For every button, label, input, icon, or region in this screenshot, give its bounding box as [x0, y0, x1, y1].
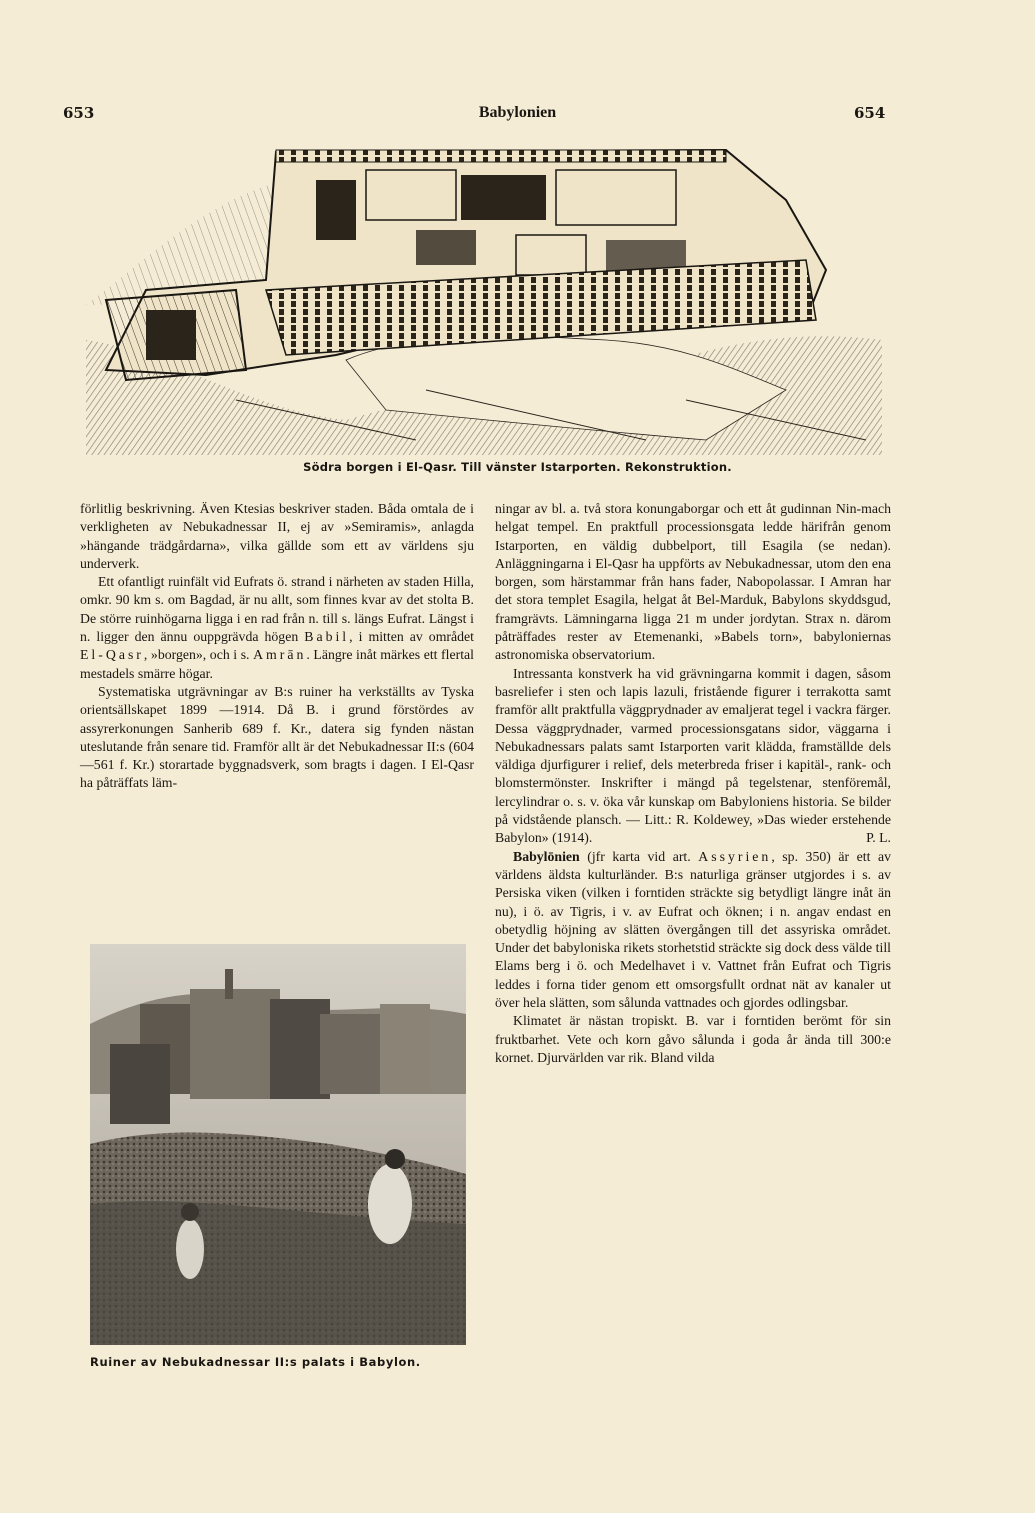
photo-caption: Ruiner av Nebukadnessar II:s palats i Babylon.: [90, 1355, 421, 1369]
place-name-babil: Babil: [304, 629, 350, 645]
page-number-right: 654: [854, 104, 886, 122]
text-fragment: . Längre inåt märkes ett flertal mestadels smärre högar.: [80, 647, 474, 681]
text-fragment: , »borgen», och i s.: [143, 647, 254, 663]
right-paragraph-3: [495, 848, 891, 1013]
text-fragment: (jfr karta vid art.: [579, 848, 699, 864]
left-column: [80, 500, 474, 793]
entry-headword: Babylōnien: [513, 848, 580, 864]
text-fragment: Ett ofantligt ruinfält vid Eufrats ö. strand i närheten av staden Hilla, omkr. 90 km s. om Bagdad, är nu allt, som finnes kvar av det stolta B. De större ruinhögarna ligga i en rad från n. till s. längs Eufrat. Längst i n. ligger den ännu ouppgrävda högen: [80, 574, 474, 645]
text-fragment: , i mitten av området: [349, 629, 474, 645]
citadel-reconstruction-illustration: [86, 140, 882, 455]
author-signature: P. L.: [866, 830, 891, 846]
place-name-el-qasr: El-Qasr: [80, 647, 144, 663]
right-paragraph-2: [495, 665, 891, 848]
right-paragraph-4: Klimatet är nästan tropiskt. B. var i forntiden berömt för sin fruktbarhet. Vete och korn gåvo sålunda i goda år ända till 300:e kornet. Djurvärlden var rik. Bland vilda: [495, 1013, 891, 1065]
top-figure-caption: Södra borgen i El-Qasr. Till vänster Istarporten. Rekonstruktion.: [303, 460, 732, 474]
ruins-photograph: [90, 944, 466, 1345]
cross-reference: Assyrien: [698, 848, 772, 864]
left-paragraph-3: Systematiska utgrävningar av B:s ruiner ha verkställts av Tyska orientsällskapet 1899 —1914. Då B. i grund förstördes av assyrerkonungen Sanherib 689 f. Kr., datera sig fynden nästan uteslutande från senare tid. Framför allt är det Nebukadnessar II:s (604 —561 f. Kr.) storartade byggnadsverk, som bragts i dagen. I El-Qasr ha påträffats läm-: [80, 683, 474, 791]
right-column: [495, 500, 891, 1067]
left-paragraph-1: förlitlig beskrivning. Även Ktesias beskriver staden. Båda omtala de i verkligheten av Nebukadnessar II, ej av »Semiramis», anlagda »hängande trädgårdarna», vilka gällde som ett av världens sju underverk.: [80, 501, 474, 571]
right-paragraph-1: ningar av bl. a. två stora konungaborgar och ett åt gudinnan Nin-mach helgat tempel. En praktfull processionsgata ledde härifrån genom Istarporten, en väldig dubbelport, till Esagila (se nedan). Anläggningarna i El-Qasr ha uppförts av Nebukadnessar, utom den ena borgen, som härstammar från hans fader, Nabopolassar. I Amran har det stora templet Esagila, helgat åt Bel-Marduk, Babylons skyddsgud, framgrävts. Lämningarna ligga 21 m under jordytan. Strax n. därom påträffades rester av Etemenanki, »Babels torn», babyloniernas astronomiska observatorium.: [495, 501, 891, 663]
text-fragment: , sp. 350) är ett av världens äldsta kulturländer. B:s naturliga gränser utgjordes i s. av Persiska viken (vilken i forntiden sträckte sig betydligt längre inåt än nu), i ö. av Tigris, i v. av Eufrat och öknen; i n. angav endast en obetydlig höjning av slätten övergången till det assyriska området. Under det babyloniska rikets storhetstid sträckte sig dock dess välde till Elams berg i ö. och Medelhavet i v. Vattnet från Eufrat och Tigris leddes i forna tider genom ett omsorgsfullt ordnat nät av kanaler ut över hela slätten, som sålunda vattnades och gjordes odlingsbar.: [495, 848, 891, 1011]
place-name-amran: Amrān: [253, 647, 307, 663]
left-paragraph-2: [80, 573, 474, 683]
text-fragment: Intressanta konstverk ha vid grävningarna kommit i dagen, såsom basreliefer i sten och lapis lazuli, fristående figurer i terrakotta samt framför allt praktfulla väggprydnader av emaljerat tegel i vackra färger. Dessa väggprydnader, varmed processionsgatans sidor, väggarna i Nebukadnessars palats samt Istarporten varit klädda, framställde dels väldiga djurfigurer i relief, dels meterbreda friser i kapitäl-, rank- och blomstermönster. Inskrifter i mängd på tegelstenar, stenföremål, lercylindrar o. s. v. öka vår kunskap om Babyloniens historia. Se bilder på vidstående plansch. — Litt.: R. Koldewey, »Das wieder erstehende Babylon» (1914).: [495, 665, 891, 846]
running-head: Babylonien: [478, 104, 557, 121]
page-number-left: 653: [63, 104, 95, 122]
